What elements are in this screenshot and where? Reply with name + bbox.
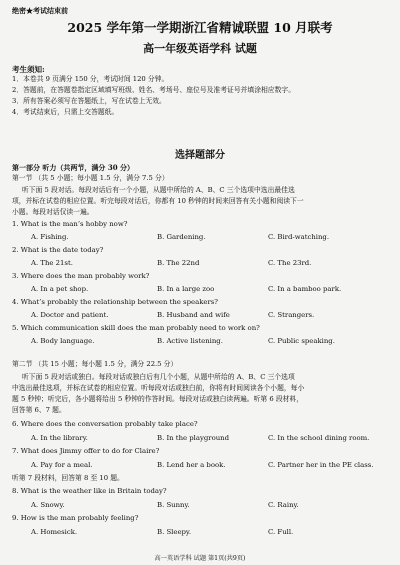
instruction-line: 回答第 6、7 题。 xyxy=(12,406,66,414)
question-4: 4. What’s probably the relationship between the speakers? xyxy=(12,298,218,306)
option-a: A. The 21st. xyxy=(31,259,73,267)
exam-subtitle: 高一年级英语学科 试题 xyxy=(143,42,257,55)
question-1: 1. What is the man’s hobby now? xyxy=(12,220,128,228)
option-b: B. Lend her a book. xyxy=(157,461,226,469)
option-a: A. Body language. xyxy=(31,337,95,345)
option-b: B. Sleepy. xyxy=(157,528,192,536)
page-footer: 高一英语学科 试题 第1页(共9页) xyxy=(154,555,246,562)
instruction-line: 中选出最佳选项，并标在试卷的相应位置。听每段对话或独白前，你将有时间阅读各个小题，每小 xyxy=(12,384,305,392)
part1-title: 第一部分 听力（共两节，满分 30 分） xyxy=(12,163,135,172)
option-c: C. In the school dining room. xyxy=(268,434,370,442)
question-2: 2. What is the date today? xyxy=(12,246,104,254)
sec1-title: 第一节 （共 5 小题；每小题 1.5 分，满分 7.5 分） xyxy=(12,174,169,182)
option-c: C. Strangers. xyxy=(268,311,315,319)
sec2-title: 第二节 （共 15 小题；每小题 1.5 分，满分 22.5 分） xyxy=(12,360,178,368)
listening-note: 听第 7 段材料，回答第 8 至 10 题。 xyxy=(12,474,124,482)
option-b: B. Gardening. xyxy=(157,233,206,241)
option-b: B. In a large zoo xyxy=(157,285,215,293)
option-c: C. Partner her in the PE class. xyxy=(268,461,374,469)
question-5: 5. Which communication skill does the man probably need to work on? xyxy=(12,324,260,332)
notice-item: 3．所有答案必须写在答题纸上，写在试卷上无效。 xyxy=(12,97,166,105)
exam-title: 2025 学年第一学期浙江省精诚联盟 10 月联考 xyxy=(67,20,333,35)
option-b: B. Sunny. xyxy=(157,501,190,509)
option-c: C. Public speaking. xyxy=(268,337,335,345)
option-a: A. Homesick. xyxy=(31,528,78,536)
option-a: A. Snowy. xyxy=(31,501,65,509)
notice-item: 4．考试结束后，只需上交答题纸。 xyxy=(12,108,119,116)
option-a: A. In a pet shop. xyxy=(31,285,89,293)
notice-item: 2．答题前，在答题卷指定区域填写班级、姓名、考场号、座位号及准考证号并填涂相应数字。 xyxy=(12,86,295,94)
option-a: A. Pay for a meal. xyxy=(31,461,93,469)
option-c: C. Full. xyxy=(268,528,294,536)
option-a: A. In the library. xyxy=(31,434,88,442)
instruction-line: 小题。每段对话仅读一遍。 xyxy=(12,208,94,216)
option-b: B. Active listening. xyxy=(157,337,223,345)
notice-title: 考生须知: xyxy=(12,65,45,74)
question-6: 6. Where does the conversation probably take place? xyxy=(12,420,198,428)
option-a: A. Doctor and patient. xyxy=(31,311,109,319)
instruction-line: 听下面 5 段对话。每段对话后有一个小题，从题中所给的 A、B、C 三个选项中选出最佳选 xyxy=(22,186,295,194)
option-b: B. The 22nd xyxy=(157,259,200,267)
question-9: 9. How is the man probably feeling? xyxy=(12,514,139,522)
option-c: C. The 23rd. xyxy=(268,259,312,267)
option-b: B. Husband and wife xyxy=(157,311,230,319)
notice-item: 1．本卷共 9 页满分 150 分，考试时间 120 分钟。 xyxy=(12,75,169,83)
option-c: C. In a bamboo park. xyxy=(268,285,342,293)
option-c: C. Rainy. xyxy=(268,501,299,509)
question-7: 7. What does Jimmy offer to do for Claire? xyxy=(12,447,160,455)
question-3: 3. Where does the man probably work? xyxy=(12,272,150,280)
option-c: C. Bird-watching. xyxy=(268,233,330,241)
section-title: 选择题部分 xyxy=(175,150,225,161)
question-8: 8. What is the weather like in Britain today? xyxy=(12,487,167,495)
instruction-line: 项，并标在试卷的相应位置。听完每段对话后，你都有 10 秒钟的时间来回答有关小题和阅读下一 xyxy=(12,197,304,205)
instruction-line: 听下面 5 段对话或独白。每段对话或独白后有几个小题，从题中所给的 A、B、C 三个选项 xyxy=(22,373,295,381)
option-b: B. In the playground xyxy=(157,434,230,442)
option-a: A. Fishing. xyxy=(31,233,69,241)
secret-label: 绝密★考试结束前 xyxy=(12,6,68,15)
instruction-line: 题 5 秒钟；听完后，各小题将给出 5 秒钟的作答时间。每段对话或独白读两遍。听第 6 段材料， xyxy=(12,395,304,403)
